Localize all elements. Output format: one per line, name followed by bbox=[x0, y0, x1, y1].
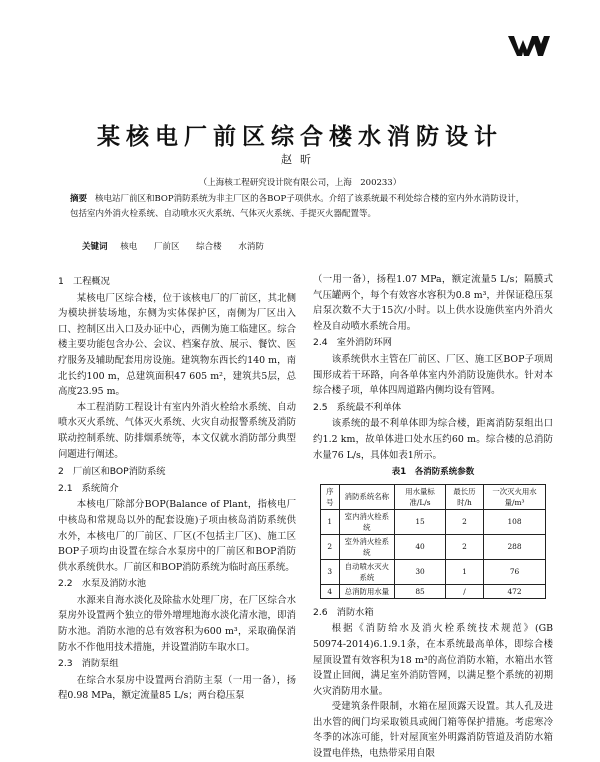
abstract-text: 核电站厂前区和BOP消防系统为非主厂区的各BOP子项供水。介绍了该系统最不利处综合楼的室内外水消防设计，包括室内外消火栓系统、自动喷水灭火系统、气体灭火系统、手提灭火器配置等。 bbox=[70, 194, 525, 219]
table-cell: 76 bbox=[484, 559, 546, 584]
table-cell: 15 bbox=[395, 509, 446, 534]
abstract-label: 摘要 bbox=[70, 194, 88, 204]
table-cell: 30 bbox=[395, 559, 446, 584]
affiliation: （上海核工程研究设计院有限公司，上海 200233） bbox=[198, 178, 402, 188]
table-row bbox=[321, 559, 546, 584]
paragraph: （一用一备），扬程1.07 MPa，额定流量5 L/s；隔膜式气压罐两个，每个有效容水容积为0.8 m³，并保证稳压泵启泵次数不大于15次/小时。以上供水设施供室内外消火栓及自动喷水系统合用。 bbox=[313, 274, 553, 332]
table-cell: 2 bbox=[445, 509, 483, 534]
right-column bbox=[313, 272, 553, 762]
subsection-heading: 2.3 消防泵组 bbox=[58, 658, 119, 670]
paragraph: 该系统的最不利单体即为综合楼，距离消防泵组出口约1.2 km，故单体进口处水压约60 m。综合楼的总消防水量76 L/s，具体如表1所示。 bbox=[313, 418, 553, 461]
table-header-row bbox=[321, 484, 546, 509]
table-cell: 室内消火栓系统 bbox=[339, 509, 395, 534]
table-cell: 3 bbox=[321, 559, 340, 584]
subsection-heading: 2.2 水泵及消防水池 bbox=[58, 578, 147, 590]
keywords bbox=[82, 240, 532, 252]
keywords-label: 关键词 bbox=[82, 242, 108, 252]
table-cell: 4 bbox=[321, 584, 340, 598]
table-cell: 2 bbox=[445, 534, 483, 559]
keyword-item: 水消防 bbox=[238, 242, 264, 252]
abstract bbox=[70, 192, 532, 222]
table-header-cell: 一次灭火用水量/m³ bbox=[484, 484, 546, 509]
table-caption: 表1 各消防系统参数 bbox=[391, 467, 475, 478]
table-row bbox=[321, 584, 546, 598]
table-header-cell: 用水量标准/L/s bbox=[395, 484, 446, 509]
section-heading: 2 厂前区和BOP消防系统 bbox=[58, 466, 166, 478]
table-cell: 室外消火栓系统 bbox=[339, 534, 395, 559]
table-cell: 40 bbox=[395, 534, 446, 559]
table-header-cell: 最长历时/h bbox=[445, 484, 483, 509]
keyword-item: 厂前区 bbox=[153, 242, 180, 252]
section-heading: 1 工程概况 bbox=[58, 276, 110, 287]
subsection-heading: 2.6 消防水箱 bbox=[313, 606, 374, 618]
paragraph: 本核电厂除部分BOP(Balance of Plant，指核电厂中核岛和常规岛以外的配套设施)子项由核岛消防系统供水外，本核电厂的厂前区、厂区(不包括主厂区)、施工区BOP子项均由设置在综合水泵房中的厂前区和BOP消防供水系统供水。厂前区和BOP消防系统为临时高压系统。 bbox=[58, 499, 296, 573]
keyword-item: 综合楼 bbox=[196, 242, 222, 252]
subsection-heading: 2.1 系统简介 bbox=[58, 482, 119, 494]
table-cell: 288 bbox=[484, 534, 546, 559]
table-cell: 2 bbox=[321, 534, 340, 559]
table-cell: 472 bbox=[484, 584, 546, 598]
journal-logo-icon bbox=[508, 34, 552, 58]
paragraph: 根据《消防给水及消火栓系统技术规范》(GB 50974-2014)6.1.9.1条，在本系统最高单体，即综合楼屋顶设置有效容积为18 m³的高位消防水箱，水箱出水管设置止回阀，满足室外消防管网，以满足整个系统的初期火灾消防用水量。 bbox=[313, 623, 553, 697]
subsection-heading: 2.4 室外消防环网 bbox=[313, 337, 392, 349]
table-cell: 自动喷水灭火系统 bbox=[339, 559, 395, 584]
table-cell: / bbox=[445, 584, 483, 598]
page-title: 某核电厂前区综合楼水消防设计 bbox=[97, 124, 503, 150]
table-row bbox=[321, 509, 546, 534]
table-header-cell: 序号 bbox=[321, 484, 340, 509]
keyword-item: 核电 bbox=[120, 242, 138, 252]
paragraph: 某核电厂区综合楼，位于该核电厂的厂前区，其北侧为模块拼装场地，东侧为实体保护区，南侧为厂区出入口、控制区出入口及办证中心，西侧为施工临建区。综合楼主要功能包含办公、会议、档案存放、展示、餐饮、医疗服务及辅助配套用房设施。建筑物东西长约140 m，南北长约100 m，总建筑面积47 605 m²，建筑共5层，总高度23.95 m。 bbox=[58, 292, 296, 398]
paragraph: 水源来自海水淡化及除盐水处理厂房，在厂区综合水泵房外设置两个独立的带外增埋地海水淡化清水池，即消防水池。消防水池的总有效容积为600 m³，采取确保消防水不作他用技术措施，并设置消防车取水口。 bbox=[58, 594, 296, 653]
fire-system-table bbox=[320, 484, 546, 599]
paragraph: 该系统供水主管在厂前区、厂区、施工区BOP子项周围形成若干环路，向各单体室内外消防设施供水。针对本综合楼子项，单体四周道路内侧均设有管网。 bbox=[313, 353, 553, 397]
table-cell: 1 bbox=[321, 509, 340, 534]
author-name: 赵昕 bbox=[281, 153, 319, 166]
table-header-cell: 消防系统名称 bbox=[339, 484, 395, 509]
paragraph: 受建筑条件限制，水箱在屋顶露天设置。其人孔及进出水管的阀门均采取锁具或阀门箱等保护措施。考虑寒冷冬季的冰冻可能，针对屋顶室外明露消防管道及消防水箱设置电伴热，电热带采用自限 bbox=[313, 701, 553, 760]
table-cell: 总消防用水量 bbox=[339, 584, 395, 598]
left-column bbox=[58, 272, 296, 704]
table-row bbox=[321, 534, 546, 559]
table-cell: 85 bbox=[395, 584, 446, 598]
table-cell: 1 bbox=[445, 559, 483, 584]
paragraph: 在综合水泵房中设置两台消防主泵（一用一备），扬程0.98 MPa，额定流量85 L/s；两台稳压泵 bbox=[58, 674, 296, 702]
paragraph: 本工程消防工程设计有室内外消火栓给水系统、自动喷水灭火系统、气体灭火系统、火灾自动报警系统及消防联动控制系统、防排烟系统等，本文仅就水消防部分典型问题进行阐述。 bbox=[58, 401, 296, 460]
subsection-heading: 2.5 系统最不利单体 bbox=[313, 401, 402, 413]
table-cell: 108 bbox=[484, 509, 546, 534]
